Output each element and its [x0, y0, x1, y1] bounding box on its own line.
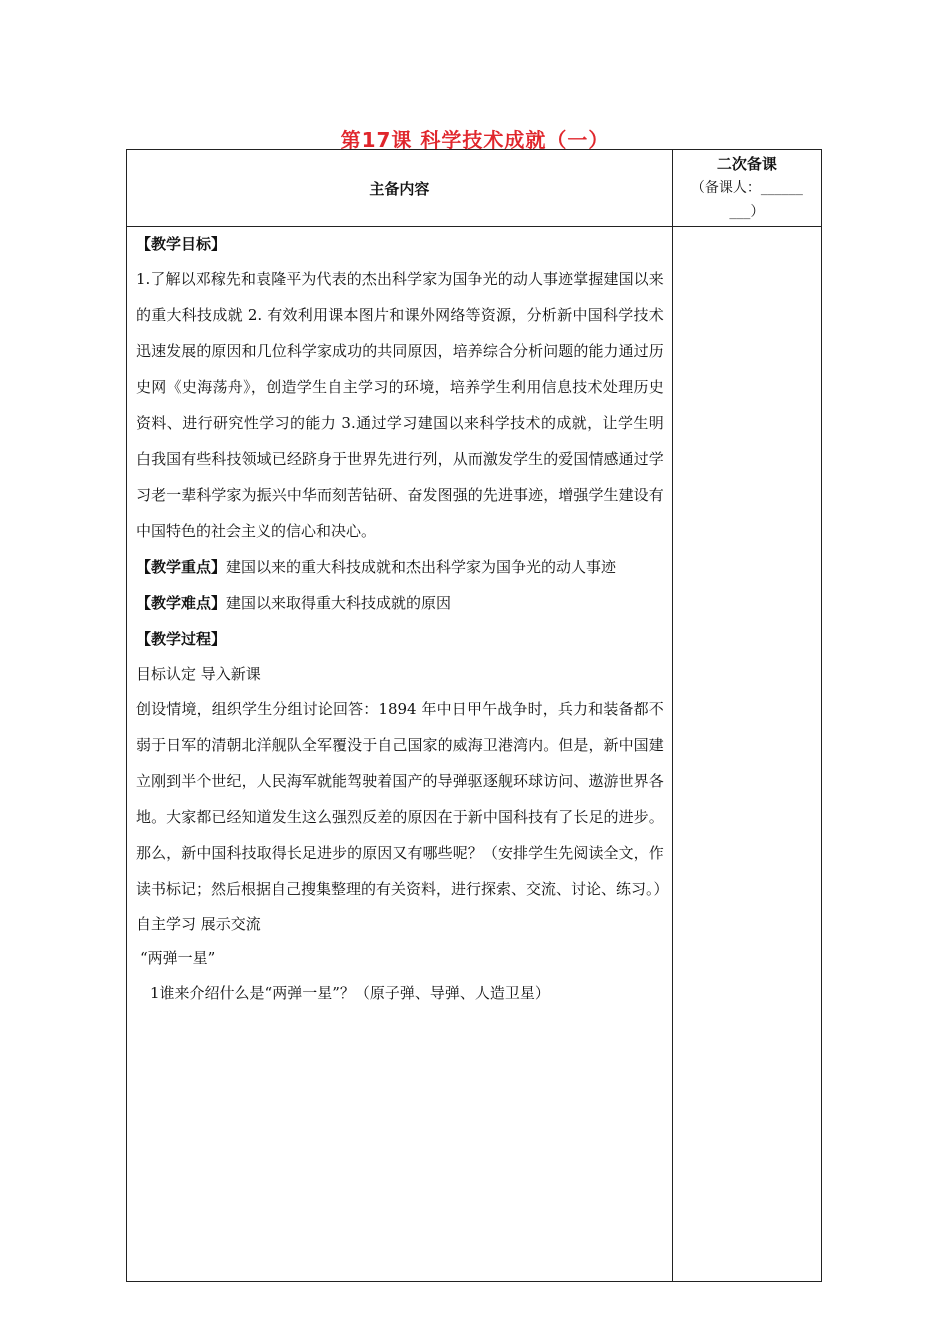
difficulty-heading: 【教学难点】 — [136, 594, 227, 612]
section-intro-title: 目标认定 导入新课 — [136, 665, 261, 683]
key-point-heading: 【教学重点】 — [136, 558, 227, 576]
secondary-prep-title: 二次备课 — [716, 155, 777, 173]
key-point-paragraph — [136, 549, 664, 585]
topic-title: “两弹一星” — [140, 949, 216, 967]
lesson-plan-table — [126, 149, 822, 1282]
page-title: 第17课 科学技术成就（一） — [340, 128, 610, 152]
preparer-line-end: ___） — [729, 204, 765, 220]
goals-text: 1.了解以邓稼先和袁隆平为代表的杰出科学家为国争光的动人事迹掌握建国以来的重大科技成就 2. 有效利用课本图片和课外网络等资源，分析新中国科学技术迅速发展的原因和几位科学家成功的共同原因，培养综合分析问题的能力通过历史网《史海荡舟》，创造学生自主学习的环境，培养学生利用信息技术处理历史资料、进行研究性学习的能力 3.通过学习建国以来科学技术的成就，让学生明白我国有些科技领域已经跻身于世界先进行列，从而激发学生的爱国情感通过学习老一辈科学家为振兴中华而刻苦钻研、奋发图强的先进事迹，增强学生建设有中国特色的社会主义的信心和决心。 — [136, 270, 664, 540]
section-self-study-title: 自主学习 展示交流 — [136, 915, 261, 933]
question-1: 1谁来介绍什么是“两弹一星”？（原子弹、导弹、人造卫星） — [150, 984, 550, 1002]
key-point-text: 建国以来的重大科技成就和杰出科学家为国争光的动人事迹 — [226, 558, 617, 576]
secondary-prep-header — [672, 150, 821, 227]
main-content-cell — [127, 227, 673, 1282]
content-row — [127, 227, 822, 1282]
goals-heading: 【教学目标】 — [136, 235, 227, 253]
header-row — [127, 150, 822, 227]
secondary-prep-cell — [672, 227, 821, 1282]
difficulty-text: 建国以来取得重大科技成就的原因 — [226, 594, 452, 612]
intro-paragraph: 创设情境，组织学生分组讨论回答：1894 年中日甲午战争时，兵力和装备都不弱于日军的清朝北洋舰队全军覆没于自己国家的威海卫港湾内。但是，新中国建立刚到半个世纪，人民海军就能驾驶着国产的导弹驱逐舰环球访问、遨游世界各地。大家都已经知道发生这么强烈反差的原因在于新中国科技有了长足的进步。那么，新中国科技取得长足进步的原因又有哪些呢？（安排学生先阅读全文，作读书标记；然后根据自己搜集整理的有关资料，进行探索、交流、讨论、练习。） — [136, 700, 669, 898]
difficulty-paragraph — [136, 585, 664, 621]
preparer-line: （备课人：______ — [690, 180, 803, 196]
process-heading: 【教学过程】 — [136, 630, 227, 648]
main-content-header: 主备内容 — [127, 150, 673, 227]
